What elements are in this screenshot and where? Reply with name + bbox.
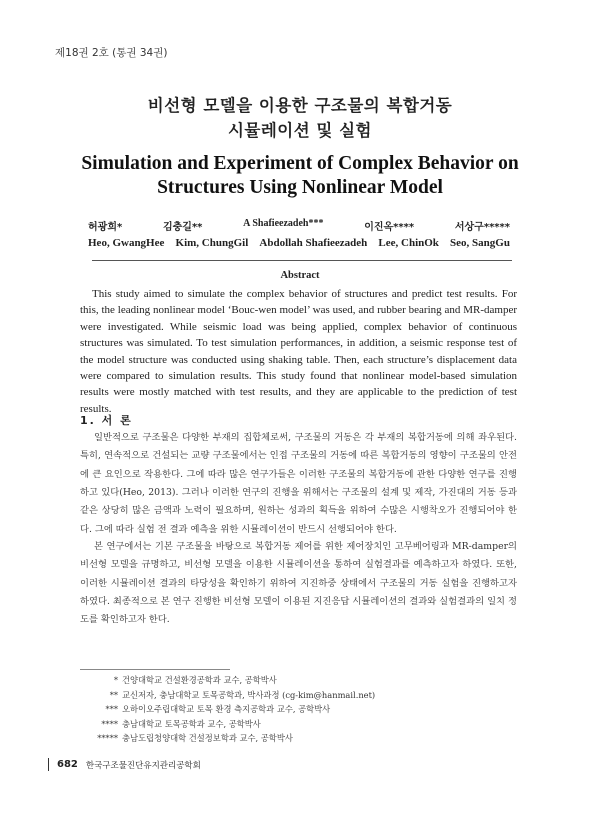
author-ko-1: 허광희*	[88, 222, 123, 233]
section-heading: 1. 서 론	[80, 414, 133, 427]
author-ko-2: 김충길**	[162, 222, 203, 233]
footnote-1: * 건양대학교 건설환경공학과 교수, 공학박사	[113, 675, 277, 685]
author-en-5: Seo, SangGu	[450, 237, 510, 249]
footnote-2: ** 교신저자, 충남대학교 토목공학과, 박사과정 (cg-kim@hanmail.net)	[109, 689, 376, 700]
intro-paragraph-1: 일반적으로 구조물은 다양한 부재의 집합체로써, 구조물의 거동은 각 부재의 복합거동에 의해 좌우된다. 특히, 연속적으로 건설되는 교량 구조물에서는 인접 구조물의 거동에 따른 복합거동의 영향이 구조물의 안전에 큰 요인으로 작용한다. 그에 따라 많은 연구가들은 이러한 구조물의 복합거동에 관한 다양한 연구를 진행하고 있다(Heo, 2013). 그러나 이러한 연구의 진행을 위해서는 구조물의 설계 및 제작, 가진대의 거동 등과 같은 상당히 많은 금액과 노력이 필요하며, 원하는 성과의 획득을 위하여 수많은 시행착오가 진행되어야 한다. 그에 따라 실험 전 결과 예측을 위한 시뮬레이션이 반드시 선행되어야 한다.	[80, 432, 517, 535]
footnote-4: **** 충남대학교 토목공학과 교수, 공학박사	[101, 718, 261, 729]
author-en-3: Abdollah Shafieezadeh	[259, 237, 368, 249]
english-title-line-2: Structures Using Nonlinear Model	[157, 177, 443, 198]
authors-korean	[88, 218, 510, 233]
author-ko-5: 서상구*****	[454, 222, 510, 233]
footer-bar	[48, 758, 49, 771]
korean-title-line-1: 비선형 모델을 이용한 구조물의 복합거동	[147, 96, 453, 115]
footnote-3: *** 오하이오주립대학교 토목 환경 측지공학과 교수, 공학박사	[105, 704, 331, 715]
footnote-5: ***** 충남도립청양대학 건설정보학과 교수, 공학박사	[97, 733, 293, 744]
journal-volume: 제18권 2호 (통권 34권)	[55, 47, 168, 59]
footnotes	[80, 673, 375, 746]
korean-title-line-2: 시뮬레이션 및 실험	[227, 121, 372, 140]
author-en-1: Heo, GwangHee	[88, 237, 165, 249]
page-number: 682	[57, 759, 78, 770]
author-ko-4: 이진옥****	[364, 222, 415, 233]
author-ko-3: A Shafieezadeh***	[243, 218, 324, 229]
journal-name: 한국구조물진단유지관리공학회	[85, 760, 201, 771]
intro-paragraph-2: 본 연구에서는 기본 구조물을 바탕으로 복합거동 제어를 위한 제어장치인 고무베어링과 MR-damper의 비선형 모델을 규명하고, 비선형 모델을 이용한 시뮬레이션을 통하여 실험결과를 예측하고자 하였다. 또한, 이러한 시뮬레이션 결과의 타당성을 확인하기 위하여 지진하중 상태에서 구조물의 거동 실험을 진행하고자 하였다. 최종적으로 본 연구 진행한 비선형 모델이 이용된 지진응답 시뮬레이션의 결과와 실험결과의 일치 정도를 확인하고자 한다.	[80, 541, 517, 626]
author-en-4: Lee, ChinOk	[378, 237, 439, 249]
page-footer	[48, 758, 201, 771]
title-divider	[92, 260, 512, 261]
abstract-title: Abstract	[280, 270, 320, 281]
author-en-2: Kim, ChungGil	[175, 237, 249, 249]
english-title-line-1: Simulation and Experiment of Complex Behavior on	[81, 153, 519, 174]
abstract-body: This study aimed to simulate the complex behavior of structures and predict test results. For this, the leading nonlinear model ‘Bouc-wen model’ was used, and rubber bearing and MR-damper were investigated. While seismic load was being applied, complex behavior of continuous structures was simulated. To test simulation performances, in addition, a seismic response test of the model structure was conducted using shaking table. Then, each structure’s displacement data were compared to simulation results. This study found that nonlinear model-based simulation results were mostly matched with test results, and they are applicable to the prediction of test results.	[80, 288, 517, 415]
authors-english	[88, 237, 510, 249]
footnote-divider	[80, 669, 230, 670]
